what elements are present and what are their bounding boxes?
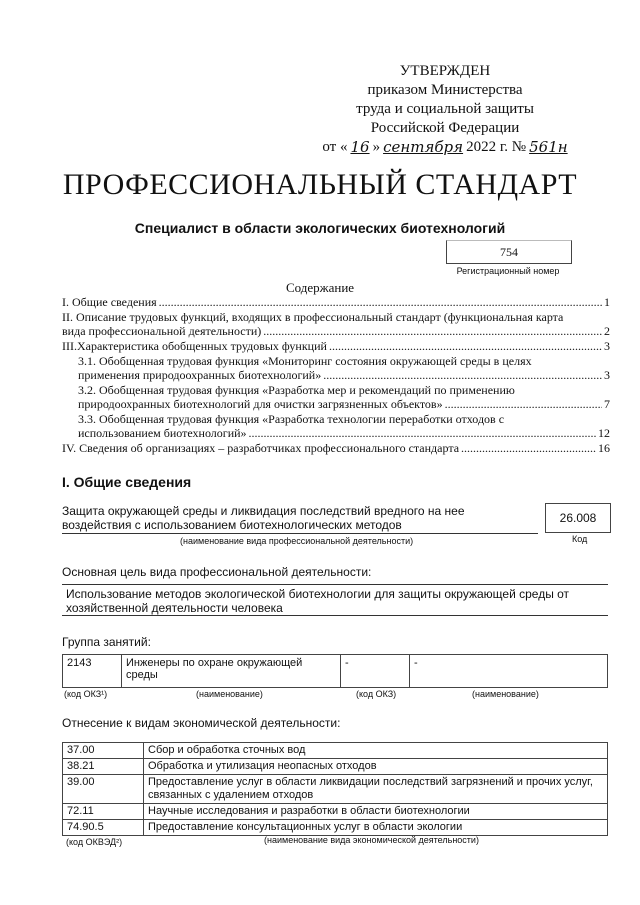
toc-item[interactable]: III.Характеристика обобщенных трудовых функций ..... 3 xyxy=(62,339,610,353)
caption: (наименование) xyxy=(472,689,539,699)
okz-code: - xyxy=(341,655,410,688)
toc-item[interactable]: I. Общие сведения ..... 1 xyxy=(62,295,610,309)
registration-number-box: 754 xyxy=(446,240,572,264)
table-row: 37.00 Сбор и обработка сточных вод xyxy=(63,743,608,759)
toc-item[interactable]: II. Описание трудовых функций, входящих в профессиональный стандарт (функциональная карта вида профессиональной деятельности) ..... 2 xyxy=(62,310,610,338)
table-row: 38.21 Обработка и утилизация неопасных отходов xyxy=(63,759,608,775)
handwritten-day: 16 xyxy=(350,138,370,156)
table-row: 72.11 Научные исследования и разработки в области биотехнологии xyxy=(63,804,608,820)
okz-name: - xyxy=(410,655,608,688)
document-title: ПРОФЕССИОНАЛЬНЫЙ СТАНДАРТ xyxy=(62,168,578,201)
occupation-table xyxy=(62,654,608,688)
activity-name: Защита окружающей среды и ликвидация последствий вредного на нее воздействия с использованием биотехнологических методов xyxy=(62,504,465,532)
registration-number-label: Регистрационный номер xyxy=(456,266,560,276)
handwritten-month: сентября xyxy=(383,138,464,156)
activity-code: 26.008 xyxy=(545,503,611,533)
goal-label: Основная цель вида профессиональной деятельности: xyxy=(62,565,372,579)
econ-activity-table xyxy=(62,742,608,836)
okz-code: 2143 xyxy=(63,655,122,688)
toc-item[interactable]: 3.1. Обобщенная трудовая функция «Мониторинг состояния окружающей среды в целях применения природоохранных биотехнологий» ..... 3 xyxy=(62,354,610,382)
toc-title: Содержание xyxy=(285,280,355,295)
table-row: 74.90.5 Предоставление консультационных услуг в области экологии xyxy=(63,820,608,836)
goal-text: Использование методов экологической биотехнологии для защиты окружающей среды от хозяйственной деятельности человека xyxy=(62,584,608,616)
activity-caption: (наименование вида профессиональной деятельности) xyxy=(180,536,414,546)
approval-title: УТВЕРЖДЕН xyxy=(399,63,491,79)
approval-line: приказом Министерства xyxy=(367,82,523,98)
code-caption: Код xyxy=(572,534,588,544)
approval-date: от « 16 » сентября 2022 г. № 561н xyxy=(322,138,568,156)
table-row: 39.00 Предоставление услуг в области ликвидации последствий загрязнений и прочих услуг, связанных с удалением отходов xyxy=(63,775,608,804)
toc-item[interactable]: 3.2. Обобщенная трудовая функция «Разработка мер и рекомендаций по применению природоохранных биотехнологий для очистки загрязненных объектов» ..... 7 xyxy=(62,383,610,411)
caption: (код ОКЗ) xyxy=(356,689,397,699)
handwritten-number: 561н xyxy=(529,138,568,156)
caption: (код ОКВЭД²) xyxy=(66,837,123,847)
approval-line: труда и социальной защиты xyxy=(356,101,534,117)
document-subtitle: Специалист в области экологических биотехнологий xyxy=(134,220,506,236)
okz-name: Инженеры по охране окружающей среды xyxy=(122,655,341,688)
table-row xyxy=(63,655,608,688)
table-of-contents xyxy=(62,295,610,456)
toc-item[interactable]: IV. Сведения об организациях – разработчиках профессионального стандарта ..... 16 xyxy=(62,441,610,455)
caption: (код ОКЗ¹) xyxy=(64,689,108,699)
econ-label: Отнесение к видам экономической деятельности: xyxy=(62,716,341,730)
caption: (наименование вида экономической деятельности) xyxy=(264,835,479,845)
approval-line: Российской Федерации xyxy=(370,120,520,136)
group-label: Группа занятий: xyxy=(62,635,151,649)
caption: (наименование) xyxy=(196,689,263,699)
toc-item[interactable]: 3.3. Обобщенная трудовая функция «Разработка технологии переработки отходов с использованием биотехнологий» ..... 12 xyxy=(62,412,610,440)
divider xyxy=(62,533,538,534)
section-heading: I. Общие сведения xyxy=(62,474,192,490)
approval-block xyxy=(300,62,590,157)
